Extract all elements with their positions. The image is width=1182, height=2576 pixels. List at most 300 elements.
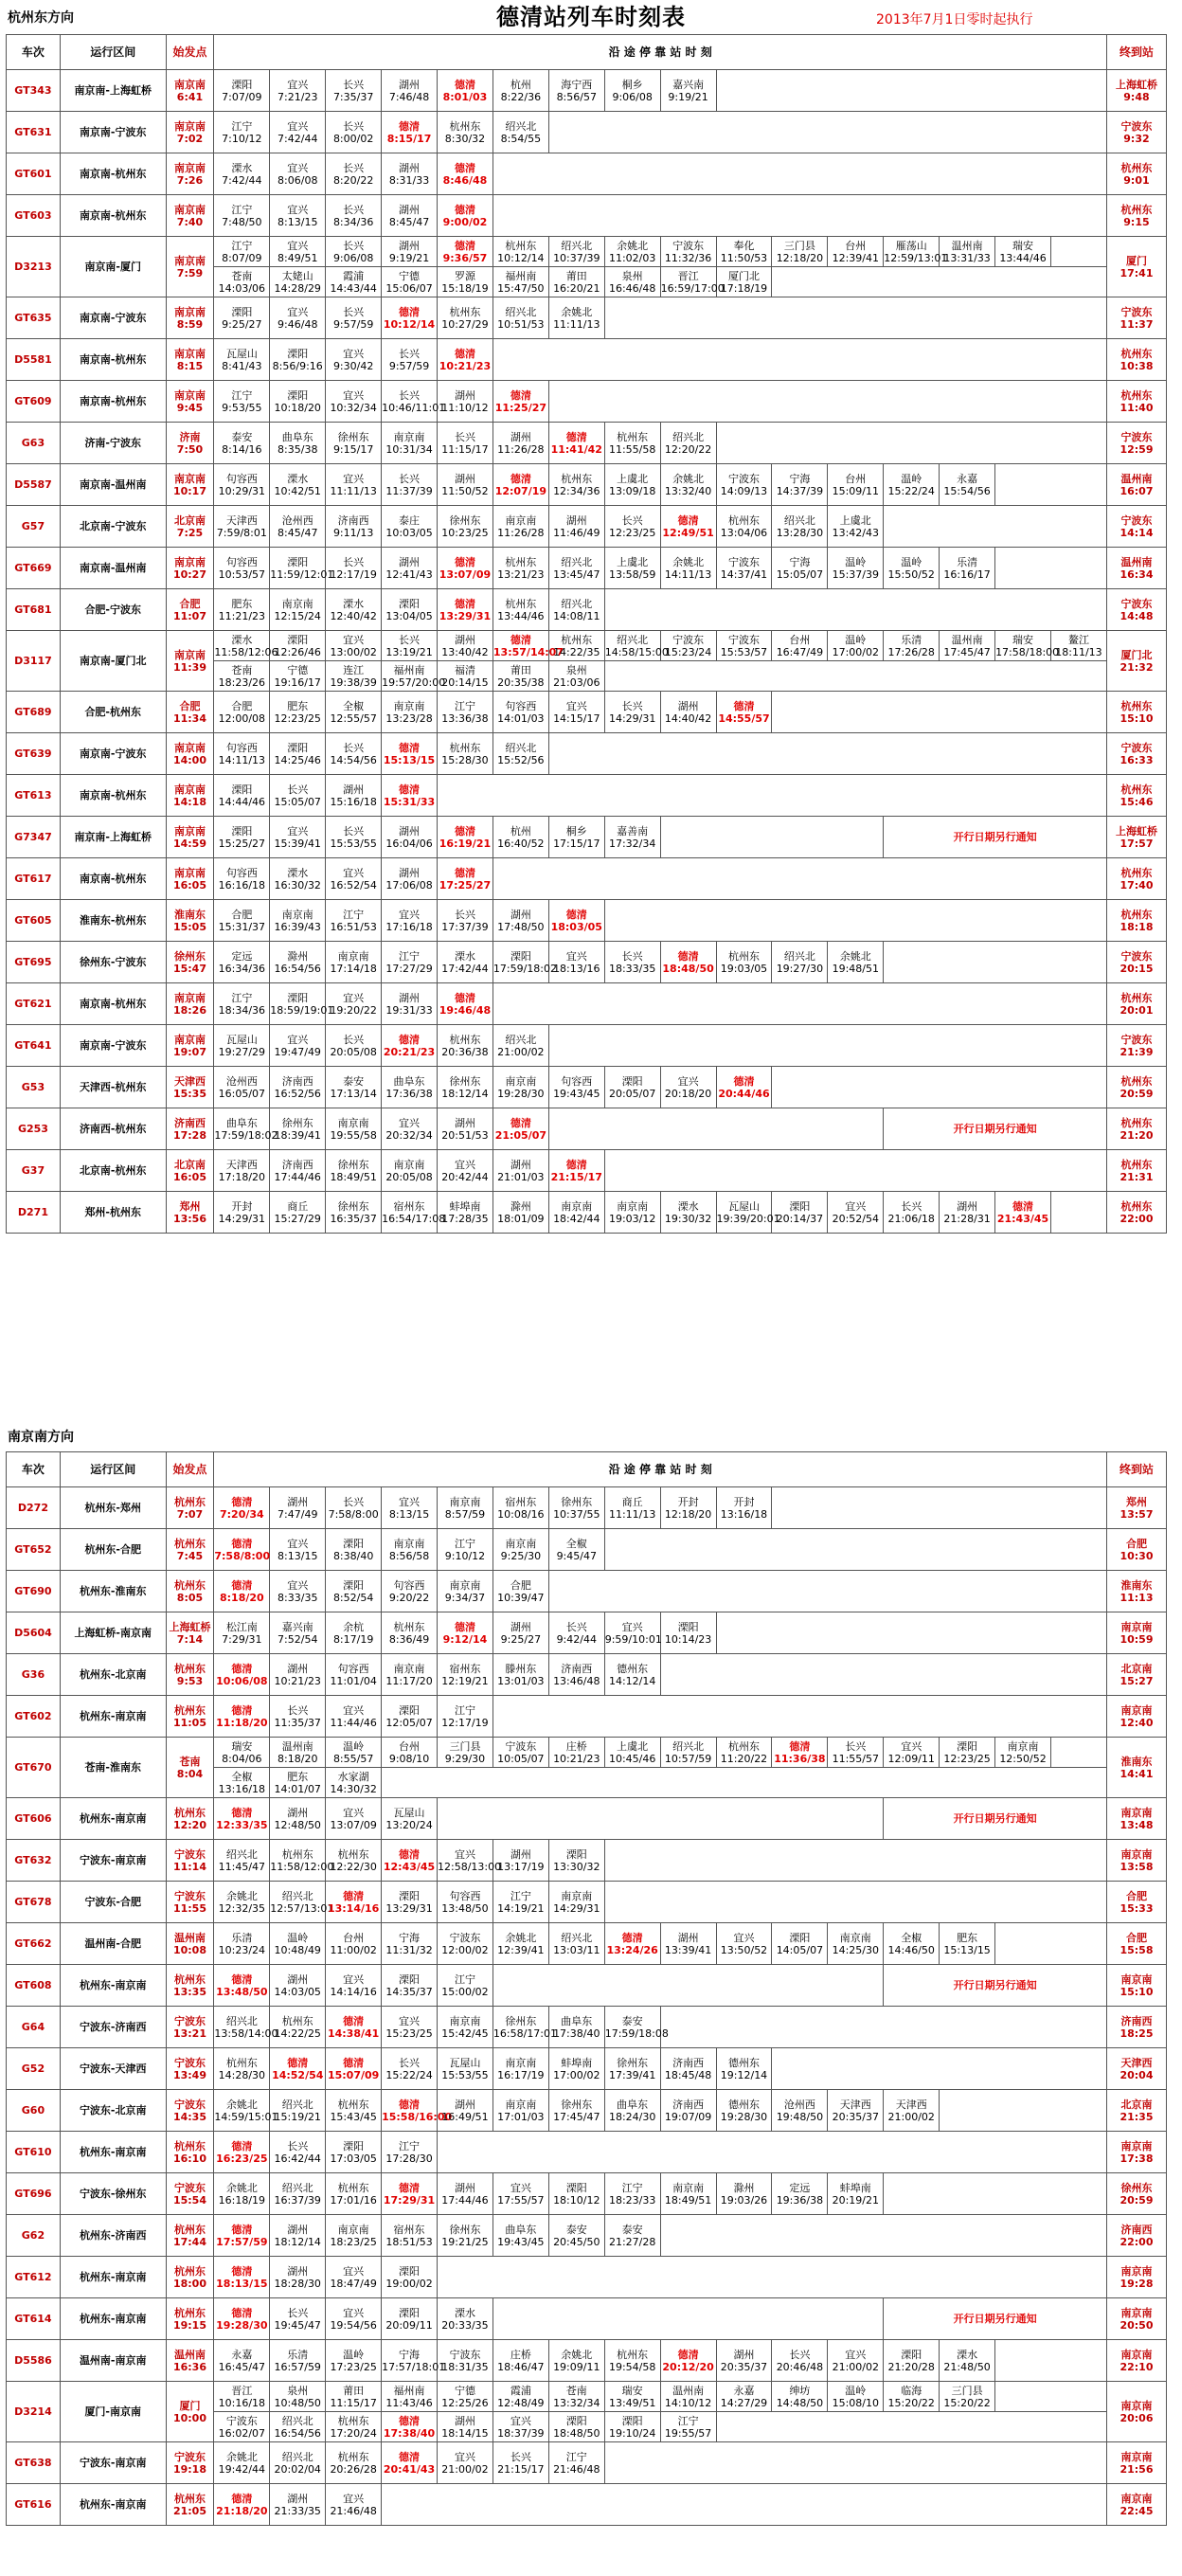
stop-time: 12:32/35 — [218, 1901, 266, 1915]
terminal-time: 22:00 — [1119, 1212, 1154, 1225]
terminal-time: 15:58 — [1119, 1943, 1154, 1956]
stop-station: 南京南 — [561, 1889, 593, 1902]
stop-cell — [660, 1192, 716, 1234]
stop-cell — [492, 2382, 548, 2412]
stop-cell — [492, 1612, 548, 1654]
stop-station: 天津西 — [839, 2098, 871, 2111]
effective-date: 2013年7月1日零时起执行 — [876, 12, 1033, 27]
stop-cell — [326, 1840, 382, 1882]
stop-station: 溧阳 — [287, 741, 309, 754]
terminal-cell — [1106, 2382, 1166, 2442]
stop-cell — [492, 2412, 548, 2442]
train-range: 厦门-南京南 — [60, 2382, 166, 2442]
train-range: 宁波东-天津西 — [60, 2048, 166, 2090]
stop-time: 10:31/34 — [385, 442, 433, 456]
stop-station: 宁海 — [789, 472, 811, 485]
train-row — [7, 1192, 1167, 1234]
origin-time: 16:36 — [172, 2360, 206, 2373]
stop-station: 上虞北 — [617, 472, 649, 485]
terminal-station: 淮南东 — [1120, 1578, 1153, 1592]
train-range: 南京南-杭州东 — [60, 195, 166, 237]
stop-station: 德清 — [454, 239, 475, 252]
stop-cell — [382, 1192, 446, 1234]
origin-station: 杭州东 — [173, 1973, 206, 1986]
train-row — [7, 1696, 1167, 1738]
stop-cell — [548, 464, 604, 506]
stop-station: 宁海 — [789, 555, 811, 568]
stop-time: 16:59/17:00 — [660, 281, 725, 295]
terminal-time: 20:15 — [1119, 962, 1154, 975]
stop-station: 宁波东 — [727, 555, 760, 568]
stop-cell — [772, 464, 828, 506]
stop-station: 长兴 — [621, 699, 643, 712]
stop-station: 南京南 — [505, 2056, 537, 2069]
train-range: 北京南-杭州东 — [60, 1150, 166, 1192]
origin-station: 南京南 — [173, 119, 206, 133]
train-number: GT652 — [7, 1529, 61, 1571]
terminal-cell — [1106, 2442, 1166, 2484]
origin-time: 11:34 — [172, 712, 206, 725]
stop-time: 9:15/17 — [332, 442, 374, 456]
terminal-station: 南京南 — [1120, 1973, 1153, 1986]
origin-cell — [166, 589, 214, 631]
stop-cell — [382, 2298, 438, 2340]
stop-cell — [382, 733, 438, 775]
stop-cell — [548, 2007, 604, 2048]
stop-cell — [270, 195, 326, 237]
origin-station: 南京南 — [173, 254, 206, 267]
stop-cell — [772, 2090, 828, 2132]
terminal-cell — [1106, 1612, 1166, 1654]
stop-cell — [828, 2382, 884, 2412]
stop-station: 徐州东 — [337, 1199, 369, 1213]
train-row — [7, 381, 1167, 423]
stop-time: 17:59/18:02 — [492, 962, 558, 975]
stop-cell — [492, 733, 548, 775]
stop-cell — [326, 692, 382, 733]
stop-cell — [382, 1571, 438, 1612]
stop-cell — [438, 1025, 493, 1067]
stop-cell — [270, 1798, 326, 1840]
stop-time: 15:19/21 — [274, 2110, 321, 2123]
stop-station: 溧阳 — [343, 1537, 365, 1550]
stop-station: 长兴 — [901, 1199, 922, 1213]
stop-time: 14:05/07 — [776, 1943, 824, 1956]
stop-time: 10:37/55 — [553, 1507, 600, 1521]
stop-time: 19:31/33 — [385, 1003, 433, 1017]
stop-time: 19:55/58 — [330, 1128, 377, 1142]
train-range: 南京南-宁波东 — [60, 112, 166, 153]
stop-time: 10:14/23 — [664, 1632, 712, 1646]
origin-time: 19:18 — [172, 2462, 206, 2476]
stop-cell — [382, 2007, 438, 2048]
stop-time: 14:29/31 — [553, 1901, 600, 1915]
stop-station: 宜兴 — [621, 1620, 643, 1633]
origin-cell — [166, 195, 214, 237]
origin-station: 南京南 — [173, 555, 206, 568]
stop-station: 徐州东 — [617, 2056, 649, 2069]
stop-station: 德清 — [454, 866, 475, 879]
stop-time: 10:42/51 — [274, 484, 321, 497]
stop-station: 湖州 — [399, 555, 421, 568]
stop-time: 21:43/45 — [996, 1212, 1049, 1225]
stop-station: 济南西 — [561, 1662, 593, 1675]
stop-station: 福州南 — [505, 269, 537, 282]
stop-station: 南京南 — [393, 430, 425, 443]
stop-time: 10:53/57 — [218, 567, 266, 581]
terminal-cell — [1106, 548, 1166, 589]
stop-cell — [270, 2298, 326, 2340]
stop-station: 溧阳 — [621, 1074, 643, 1088]
stop-station: 杭州东 — [617, 2348, 649, 2361]
stop-station: 济南西 — [337, 513, 369, 527]
stop-time: 11:02/03 — [608, 251, 656, 264]
stop-time: 8:41/43 — [222, 359, 262, 372]
stop-cell — [438, 381, 493, 423]
origin-cell — [166, 2257, 214, 2298]
terminal-station: 徐州东 — [1120, 2181, 1153, 2194]
stop-station: 湖州 — [454, 2098, 475, 2111]
stop-station: 三门县 — [951, 2384, 983, 2397]
origin-cell — [166, 381, 214, 423]
stop-station: 溧阳 — [565, 2414, 587, 2427]
stop-cell — [382, 112, 438, 153]
stop-time: 12:00/08 — [218, 712, 266, 725]
terminal-time: 21:31 — [1119, 1170, 1154, 1183]
stop-time: 17:45/47 — [943, 645, 991, 658]
origin-time: 11:14 — [172, 1860, 206, 1873]
stop-time: 15:00/02 — [441, 1985, 489, 1998]
stop-cell — [492, 1738, 548, 1768]
stop-station: 江宁 — [454, 699, 475, 712]
stop-time: 8:04/06 — [222, 1752, 262, 1765]
stop-time: 13:29/31 — [439, 609, 492, 622]
stop-station: 宜兴 — [901, 1739, 922, 1753]
stop-time: 16:16/17 — [943, 567, 991, 581]
stop-time: 20:35/38 — [497, 676, 545, 689]
terminal-time: 17:57 — [1119, 837, 1154, 850]
train-range: 南京南-杭州东 — [60, 858, 166, 900]
stop-cell — [828, 464, 884, 506]
train-number: GT614 — [7, 2298, 61, 2340]
origin-time: 11:55 — [172, 1901, 206, 1915]
stop-cell — [828, 1923, 884, 1965]
train-number: GT632 — [7, 1840, 61, 1882]
stop-cell — [270, 267, 326, 297]
stop-cell — [438, 1654, 493, 1696]
stop-time: 17:03/05 — [330, 2152, 377, 2165]
stop-station: 霞浦 — [343, 269, 365, 282]
stop-cell — [326, 464, 382, 506]
stop-time: 17:29/31 — [383, 2193, 436, 2207]
stop-time: 14:52/54 — [272, 2068, 324, 2081]
origin-time: 14:00 — [172, 753, 206, 766]
origin-station: 北京南 — [173, 1158, 206, 1171]
terminal-cell — [1106, 858, 1166, 900]
origin-station: 温州南 — [173, 2348, 206, 2361]
stop-cell — [270, 2382, 326, 2412]
stop-station: 德清 — [399, 305, 421, 318]
stop-cell — [326, 1696, 382, 1738]
stop-time: 10:21/23 — [553, 1752, 600, 1765]
stop-time: 13:58/14:00 — [214, 2027, 278, 2040]
stop-cell — [382, 2090, 453, 2132]
stop-station: 德清 — [510, 633, 531, 646]
stop-station: 湖州 — [454, 2414, 475, 2427]
stop-station: 长兴 — [454, 430, 475, 443]
stop-time: 21:27/28 — [608, 2235, 656, 2248]
stop-cell — [382, 2382, 438, 2412]
stop-cell — [492, 1108, 548, 1150]
stop-station: 合肥 — [231, 699, 253, 712]
stop-cell — [382, 1067, 438, 1108]
header-stops: 沿 途 停 靠 站 时 刻 — [214, 1452, 1107, 1487]
stop-station: 余姚北 — [617, 239, 649, 252]
stop-cell — [326, 1738, 382, 1768]
stop-station: 长兴 — [510, 2450, 531, 2463]
stop-station: 德清 — [454, 161, 475, 174]
stop-time: 12:09/11 — [887, 1752, 935, 1765]
stop-time: 11:11/13 — [608, 1507, 656, 1521]
stop-time: 19:00/02 — [385, 2277, 433, 2290]
stop-time: 9:19/21 — [388, 251, 430, 264]
stop-station: 泰安 — [621, 2223, 643, 2236]
stop-time: 19:38/39 — [330, 676, 377, 689]
stop-station: 江宁 — [399, 2139, 421, 2153]
stop-cell — [382, 1923, 438, 1965]
stop-time: 19:47/49 — [274, 1045, 321, 1058]
stop-time: 9:36/57 — [442, 251, 488, 264]
stop-station: 德清 — [399, 2414, 421, 2427]
stop-station: 瓦屋山 — [393, 1806, 425, 1819]
train-range: 淮南东-杭州东 — [60, 900, 166, 942]
train-number: D272 — [7, 1487, 61, 1529]
stop-cell — [382, 1487, 438, 1529]
train-row — [7, 2215, 1167, 2257]
stop-station: 南京南 — [617, 1199, 649, 1213]
stop-cell — [438, 2382, 493, 2412]
stop-time: 11:45/47 — [218, 1860, 266, 1873]
stop-cell — [382, 2340, 446, 2382]
train-number: GT669 — [7, 548, 61, 589]
stop-time: 14:15/17 — [553, 712, 600, 725]
stop-cell — [492, 1840, 548, 1882]
stop-cell — [270, 817, 326, 858]
terminal-cell — [1106, 297, 1166, 339]
stop-cell — [270, 506, 326, 548]
stop-time: 19:48/51 — [832, 962, 879, 975]
origin-cell — [166, 153, 214, 195]
stop-time: 9:57/59 — [388, 359, 430, 372]
terminal-time: 12:59 — [1119, 442, 1154, 456]
terminal-cell — [1106, 1067, 1166, 1108]
stop-station: 溧阳 — [621, 2414, 643, 2427]
stop-station: 江宁 — [621, 2181, 643, 2194]
stop-station: 宁德 — [287, 663, 309, 676]
stop-station: 德清 — [454, 597, 475, 610]
stop-station: 瓦屋山 — [225, 347, 258, 360]
stop-cell — [270, 692, 326, 733]
origin-cell — [166, 1067, 214, 1108]
terminal-cell — [1106, 1108, 1166, 1150]
stop-cell — [270, 2007, 326, 2048]
stop-station: 杭州东 — [561, 472, 593, 485]
stop-time: 10:05/07 — [497, 1752, 545, 1765]
stop-time: 11:44/46 — [330, 1716, 377, 1729]
train-number: GT670 — [7, 1738, 61, 1798]
stop-station: 连江 — [343, 663, 365, 676]
train-number: GT612 — [7, 2257, 61, 2298]
stop-time: 20:26/28 — [330, 2462, 377, 2476]
train-range: 南京南-杭州东 — [60, 153, 166, 195]
terminal-time: 16:34 — [1119, 567, 1154, 581]
stop-cell — [548, 1923, 604, 1965]
stop-time: 13:01/03 — [497, 1674, 545, 1687]
stop-cell — [214, 661, 270, 692]
stop-station: 湖州 — [510, 908, 531, 921]
stop-cell — [492, 900, 548, 942]
stop-time: 18:51/53 — [385, 2235, 433, 2248]
stop-cell — [326, 1067, 382, 1108]
stop-time: 9:30/42 — [332, 359, 374, 372]
terminal-cell — [1106, 381, 1166, 423]
stop-station: 长兴 — [621, 513, 643, 527]
stop-station: 湖州 — [343, 783, 365, 796]
stop-station: 南京南 — [393, 1537, 425, 1550]
stop-time: 11:00/02 — [330, 1943, 377, 1956]
train-number: D5587 — [7, 464, 61, 506]
stop-time: 19:07/09 — [664, 2110, 712, 2123]
terminal-cell — [1106, 1840, 1166, 1882]
stop-station: 宜兴 — [399, 1495, 421, 1508]
stop-cell — [326, 2484, 382, 2526]
stop-time: 17:59/18:08 — [604, 2027, 669, 2040]
terminal-station: 宁波东 — [1120, 305, 1153, 318]
stop-time: 18:34/36 — [218, 1003, 266, 1017]
stop-time: 16:51/53 — [330, 920, 377, 933]
stop-station: 南京南 — [393, 699, 425, 712]
stop-time: 8:52/54 — [332, 1591, 374, 1604]
stop-cell — [326, 506, 382, 548]
stop-time: 11:15/17 — [330, 2396, 377, 2409]
stop-cell — [382, 423, 438, 464]
terminal-time: 16:33 — [1119, 753, 1154, 766]
stop-cell — [772, 506, 828, 548]
stop-station: 曲阜东 — [505, 2223, 537, 2236]
stop-cell — [772, 1923, 828, 1965]
stop-time: 12:57/13:01 — [270, 1901, 334, 1915]
stop-cell — [660, 506, 716, 548]
stop-cell — [438, 631, 493, 661]
train-row — [7, 2132, 1167, 2173]
stop-time: 19:42/44 — [218, 2462, 266, 2476]
stop-station: 合肥 — [510, 1578, 531, 1592]
stop-cell — [214, 1738, 270, 1768]
train-range: 济南-宁波东 — [60, 423, 166, 464]
stop-cell — [492, 1571, 548, 1612]
terminal-time: 11:13 — [1119, 1591, 1154, 1604]
stop-time: 13:07/09 — [330, 1818, 377, 1831]
stop-station: 溧阳 — [399, 1703, 421, 1717]
stop-time: 20:45/50 — [553, 2235, 600, 2248]
origin-station: 杭州东 — [173, 2492, 206, 2505]
stop-cell — [604, 464, 660, 506]
stop-station: 温岭 — [845, 555, 867, 568]
terminal-station: 淮南东 — [1120, 1755, 1153, 1768]
stop-station: 宿州东 — [449, 1662, 481, 1675]
stop-time: 17:25/27 — [439, 878, 492, 892]
stop-cell — [884, 1923, 940, 1965]
stop-cell — [492, 506, 548, 548]
stop-time: 11:11/13 — [553, 317, 600, 331]
stop-time: 14:19/21 — [497, 1901, 545, 1915]
stop-time: 12:39/41 — [497, 1943, 545, 1956]
stop-time: 10:32/34 — [330, 401, 377, 414]
stop-cell — [660, 423, 716, 464]
stop-cell — [382, 661, 446, 692]
stop-cell — [492, 70, 548, 112]
terminal-time: 21:35 — [1119, 2110, 1154, 2123]
stop-station: 余姚北 — [561, 305, 593, 318]
stop-station: 长兴 — [621, 949, 643, 963]
terminal-time: 14:41 — [1119, 1767, 1154, 1780]
train-number: G62 — [7, 2215, 61, 2257]
stop-time: 15:20/22 — [887, 2396, 935, 2409]
stop-station: 蚌埠南 — [449, 1199, 481, 1213]
stop-cell — [270, 589, 326, 631]
stop-station: 商丘 — [621, 1495, 643, 1508]
terminal-cell — [1106, 2257, 1166, 2298]
stop-time: 17:38/40 — [383, 2426, 436, 2440]
stop-time: 12:50/52 — [999, 1752, 1047, 1765]
train-number: G57 — [7, 506, 61, 548]
train-number: GT613 — [7, 775, 61, 817]
stop-time: 20:36/38 — [441, 1045, 489, 1058]
terminal-time: 13:57 — [1119, 1507, 1154, 1521]
terminal-cell — [1106, 237, 1166, 297]
stop-time: 18:45/48 — [664, 2068, 712, 2081]
stop-cell — [326, 1965, 382, 2007]
stop-cell — [438, 692, 493, 733]
schedule-note: 开行日期另行通知 — [884, 1798, 1107, 1840]
stop-station: 余姚北 — [225, 2098, 258, 2111]
terminal-cell — [1106, 464, 1166, 506]
terminal-time: 10:59 — [1119, 1632, 1154, 1646]
stop-station: 绍兴北 — [561, 555, 593, 568]
stop-time: 12:23/25 — [943, 1752, 991, 1765]
train-range: 温州南-南京南 — [60, 2340, 166, 2382]
stop-time: 13:40/42 — [441, 645, 489, 658]
stop-time: 15:25/27 — [218, 837, 266, 850]
stop-time: 21:28/31 — [943, 1212, 991, 1225]
stop-station: 绍兴北 — [672, 1739, 705, 1753]
stop-cell — [270, 339, 326, 381]
stop-station: 天津西 — [895, 2098, 927, 2111]
stop-time: 14:37/41 — [720, 567, 768, 581]
north-timetable — [6, 34, 1167, 1234]
train-range: 杭州东-南京南 — [60, 2484, 166, 2526]
stop-station: 杭州东 — [225, 2056, 258, 2069]
train-number: G7347 — [7, 817, 61, 858]
stop-cell — [270, 631, 326, 661]
stop-station: 德清 — [343, 2056, 365, 2069]
stop-cell — [828, 2340, 884, 2382]
train-row — [7, 2340, 1167, 2382]
stop-cell — [438, 1192, 493, 1234]
origin-cell — [166, 1696, 214, 1738]
terminal-time: 16:07 — [1119, 484, 1154, 497]
terminal-cell — [1106, 2048, 1166, 2090]
